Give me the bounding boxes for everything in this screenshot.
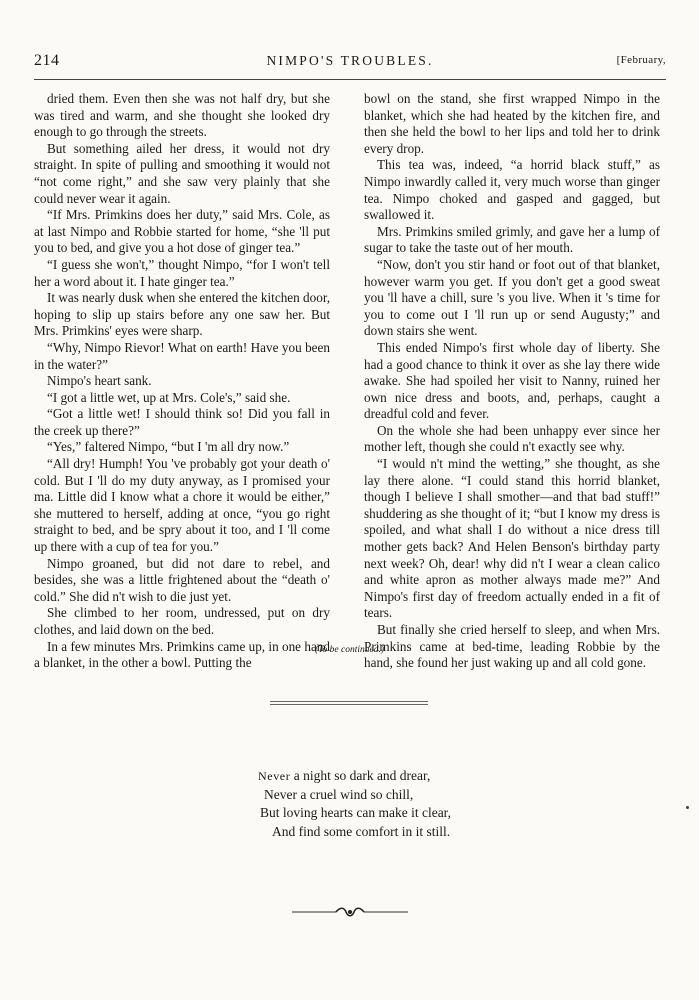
paragraph: “If Mrs. Primkins does her duty,” said Mrs. Cole, as at last Nimpo and Robbie started for home, “she 'll put you to bed, and give you a hot dose of ginger tea.” bbox=[34, 207, 330, 256]
section-divider-rule bbox=[270, 704, 428, 705]
paragraph: But something ailed her dress, it would not dry straight. In spite of pulling and smoothing it would not “not come right,” and she saw very plainly that she could never wear it again. bbox=[34, 140, 330, 206]
paragraph: It was nearly dusk when she entered the kitchen door, hoping to slip up stairs before any one saw her. But Mrs. Primkins' eyes were sharp. bbox=[34, 290, 330, 339]
small-caps-word: Never bbox=[258, 769, 291, 783]
paragraph: This ended Nimpo's first whole day of liberty. She had a good chance to think it over as she lay there wide awake. She had spoiled her visit to Nanny, ruined her own nice dress and boots, and, perhaps, caught a dreadful cold and fever. bbox=[364, 339, 660, 422]
paragraph: Nimpo's heart sank. bbox=[47, 373, 152, 389]
paragraph: “Why, Nimpo Rievor! What on earth! Have you been in the water?” bbox=[34, 339, 330, 372]
paragraph: But finally she cried herself to sleep, and when Mrs. Primkins came at bed-time, leading Robbie by the hand, she found her just waking up and all cold gone. bbox=[364, 622, 660, 671]
poem-line: And find some comfort in it still. bbox=[272, 823, 451, 839]
paragraph: “I got a little wet, up at Mrs. Cole's,” said she. bbox=[47, 389, 291, 405]
paragraph: In a few minutes Mrs. Primkins came up, in one hand a blanket, in the other a bowl. Putting the bbox=[34, 638, 330, 671]
page-speck bbox=[686, 806, 689, 809]
poem-line: But loving hearts can make it clear, bbox=[260, 805, 452, 821]
paragraph: “Got a little wet! I should think so! Did you fall in the creek up there?” bbox=[34, 406, 330, 438]
section-divider-rule bbox=[270, 701, 428, 702]
paragraph: “Yes,” faltered Nimpo, “but I 'm all dry now.” bbox=[47, 439, 290, 455]
left-column bbox=[34, 91, 330, 672]
paragraph: dried them. Even then she was not half dry, but she was tired and warm, and she thought she looked dry enough to go through the streets. bbox=[34, 91, 330, 140]
poem-line bbox=[258, 767, 518, 786]
paragraph: She climbed to her room, undressed, put on dry clothes, and laid down on the bed. bbox=[34, 605, 330, 637]
issue-month: [February, bbox=[616, 54, 666, 66]
right-column bbox=[364, 91, 660, 672]
paragraph: bowl on the stand, she first wrapped Nimpo in the blanket, which she had heated by the kitchen fire, and then she held the bowl to her lips and told her to drink every drop. bbox=[364, 91, 660, 156]
paragraph: Nimpo groaned, but did not dare to rebel, and besides, she was a little frightened about the “death o' cold.” She did n't wish to die just yet. bbox=[34, 555, 330, 604]
paragraph: This tea was, indeed, “a horrid black stuff,” as Nimpo inwardly called it, very much worse than ginger tea. Nimpo choked and gasped and gagged, but swallowed it. bbox=[364, 157, 660, 223]
paragraph: “Now, don't you stir hand or foot out of that blanket, however warm you get. If you don't get a good sweat you 'll have a chill, sure 's you live. When it 's time for you to come out I 'll run up or send Augusty;” and down stairs she went. bbox=[364, 256, 660, 339]
page-header bbox=[34, 52, 666, 70]
paragraph: Mrs. Primkins smiled grimly, and gave her a lump of sugar to take the taste out of her mouth. bbox=[364, 223, 660, 256]
page-number: 214 bbox=[34, 52, 60, 69]
poem-line-text: a night so dark and drear, bbox=[290, 768, 431, 783]
poem-line: Never a cruel wind so chill, bbox=[264, 786, 414, 802]
paragraph: “All dry! Humph! You 've probably got your death o' cold. But I 'll do my duty anyway, as I promised your ma. Little did I know what a chore it would be either,” she muttered to herself, adding at once, “you go right straight to bed, and be spry about it too, and I 'll come up there with a cup of tea for you.” bbox=[34, 456, 330, 555]
header-rule bbox=[34, 79, 666, 80]
continued-note: (To be continued.) bbox=[314, 645, 385, 655]
paragraph: “I would n't mind the wetting,” she thought, as she lay there alone. “I could stand this horrid blanket, though I believe I shall smother—and that bad stuff!” shuddering as she thought of it; “but I know my dress is spoiled, and what shall I do without a nice dress till mother gets back? And Helen Benson's birthday party next week? Oh, dear! why did n't I wear a clean calico and white apron as mother always made me?” And Nimpo's first day of freedom actually ended in a fit of tears. bbox=[364, 456, 660, 621]
tailpiece-flourish-icon bbox=[292, 905, 408, 919]
poem bbox=[258, 767, 518, 841]
paragraph: On the whole she had been unhappy ever since her mother left, though she could n't exactly see why. bbox=[364, 422, 660, 455]
paragraph: “I guess she won't,” thought Nimpo, “for I won't tell her a word about it. I hate ginger tea.” bbox=[34, 256, 330, 289]
running-title: NIMPO'S TROUBLES. bbox=[266, 53, 434, 68]
